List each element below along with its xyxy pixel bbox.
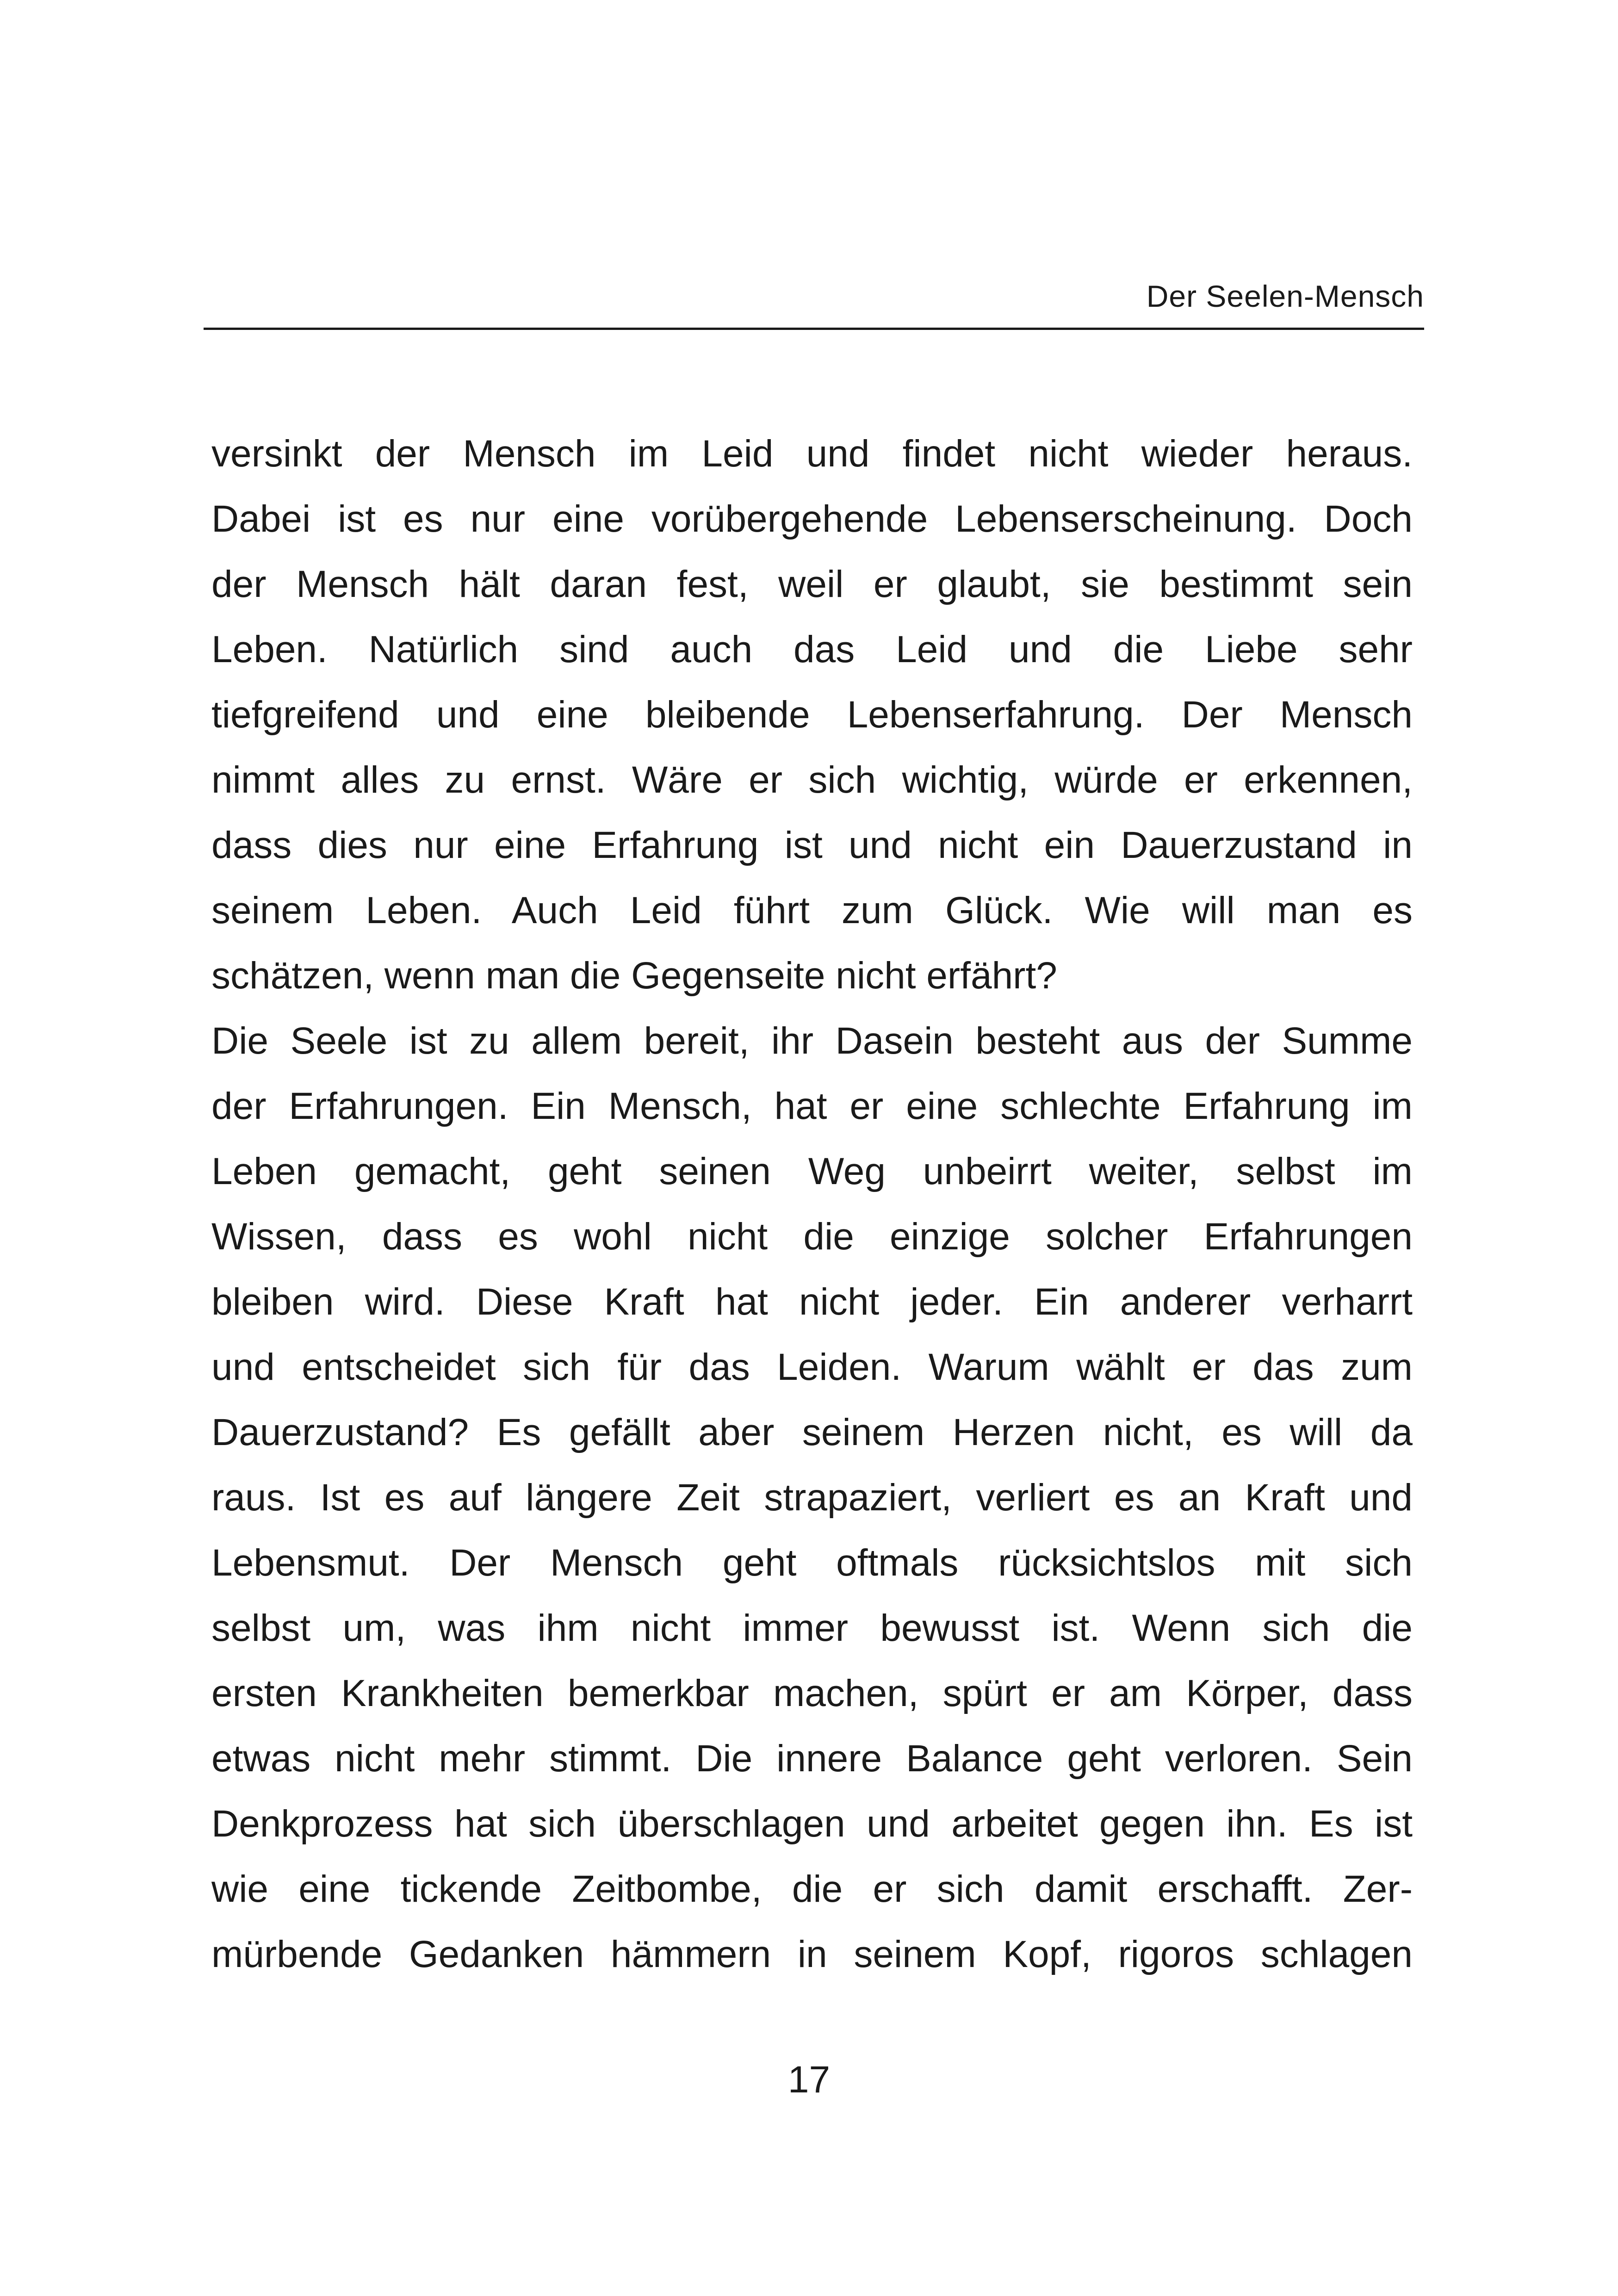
text-line: raus. Ist es auf längere Zeit strapaziert, verliert es an Kraft und <box>211 1477 1413 1519</box>
text-line: wie eine tickende Zeitbombe, die er sich damit erschafft. Zer- <box>211 1868 1413 1910</box>
text-line: selbst um, was ihm nicht immer bewusst ist. Wenn sich die <box>211 1607 1413 1649</box>
text-line: dass dies nur eine Erfahrung ist und nicht ein Dauerzustand in <box>211 824 1413 866</box>
text-line: ersten Krankheiten bemerkbar machen, spürt er am Körper, dass <box>211 1672 1413 1714</box>
running-header-title: Der Seelen-Mensch <box>1146 279 1424 313</box>
header-divider <box>204 328 1424 330</box>
text-line: der Mensch hält daran fest, weil er glaubt, sie bestimmt sein <box>211 563 1413 605</box>
text-line: nimmt alles zu ernst. Wäre er sich wichtig, würde er erkennen, <box>211 759 1413 801</box>
text-line: Die Seele ist zu allem bereit, ihr Dasein besteht aus der Summe <box>211 1020 1413 1062</box>
text-line: schätzen, wenn man die Gegenseite nicht erfährt? <box>211 955 1057 997</box>
text-line: Dabei ist es nur eine vorübergehende Lebenserscheinung. Doch <box>211 498 1413 540</box>
page-number: 17 <box>787 2059 831 2101</box>
text-line: Leben gemacht, geht seinen Weg unbeirrt weiter, selbst im <box>211 1150 1413 1192</box>
text-line: und entscheidet sich für das Leiden. Warum wählt er das zum <box>211 1346 1413 1388</box>
text-line: mürbende Gedanken hämmern in seinem Kopf, rigoros schlagen <box>211 1933 1413 1975</box>
body-text <box>211 421 1413 1987</box>
text-line: bleiben wird. Diese Kraft hat nicht jeder. Ein anderer verharrt <box>211 1281 1413 1323</box>
text-line: Dauerzustand? Es gefällt aber seinem Herzen nicht, es will da <box>211 1411 1413 1453</box>
text-line: tiefgreifend und eine bleibende Lebenserfahrung. Der Mensch <box>211 694 1413 736</box>
text-line: versinkt der Mensch im Leid und findet nicht wieder heraus. <box>211 433 1413 475</box>
text-line: etwas nicht mehr stimmt. Die innere Balance geht verloren. Sein <box>211 1738 1413 1780</box>
text-line: Leben. Natürlich sind auch das Leid und die Liebe sehr <box>211 628 1413 670</box>
text-line: Lebensmut. Der Mensch geht oftmals rücksichtslos mit sich <box>211 1542 1413 1584</box>
text-line: Wissen, dass es wohl nicht die einzige solcher Erfahrungen <box>211 1216 1413 1258</box>
text-line: Denkprozess hat sich überschlagen und arbeitet gegen ihn. Es ist <box>211 1803 1413 1845</box>
text-line: seinem Leben. Auch Leid führt zum Glück. Wie will man es <box>211 889 1413 931</box>
text-line: der Erfahrungen. Ein Mensch, hat er eine schlechte Erfahrung im <box>211 1085 1413 1127</box>
